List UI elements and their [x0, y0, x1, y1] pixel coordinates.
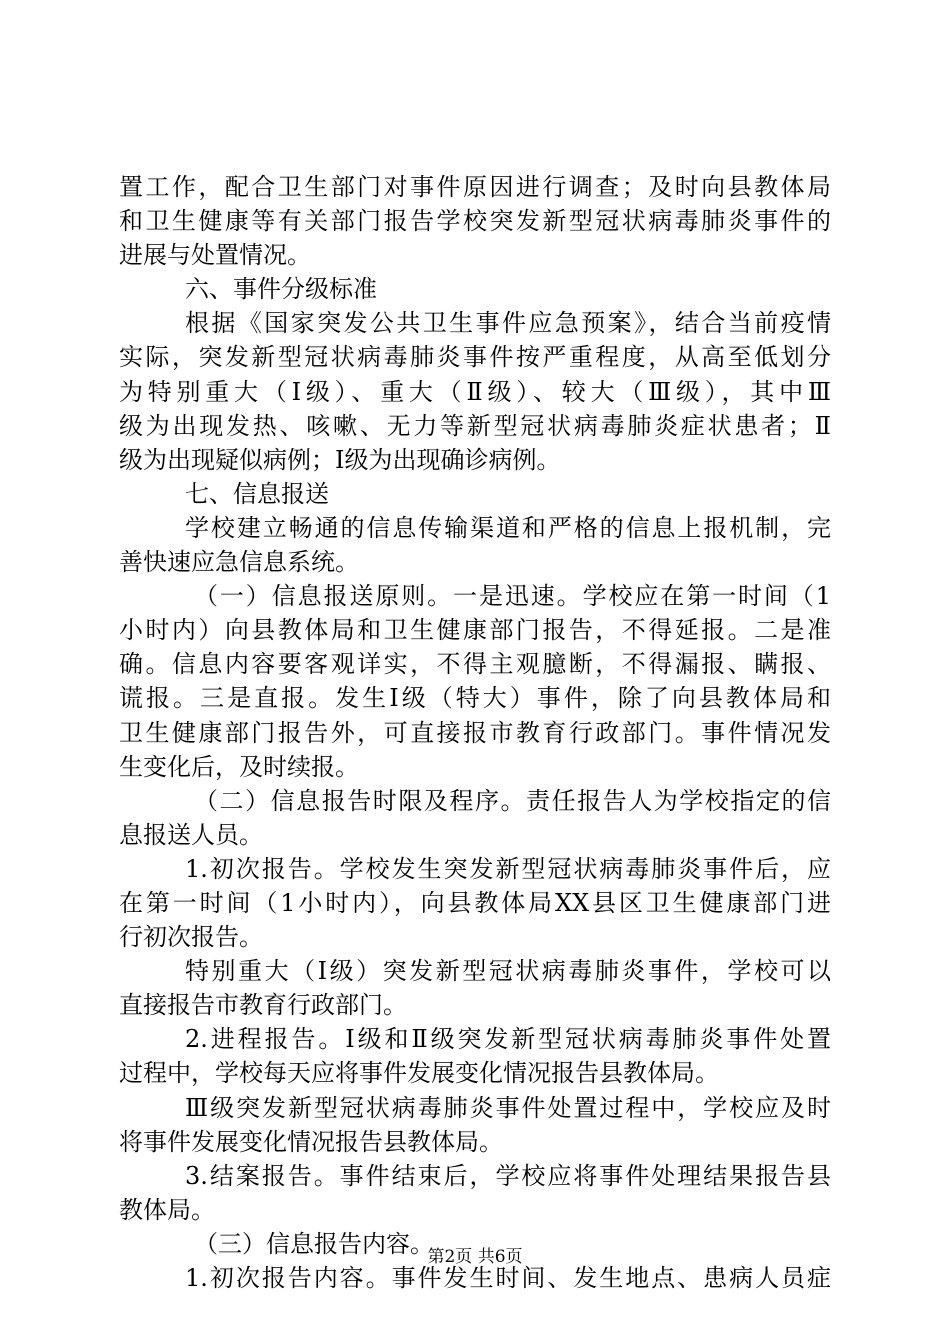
text-line: 将事件发展变化情况报告县教体局。	[119, 1127, 503, 1156]
text-line: 级为出现发热、咳嗽、无力等新型冠状病毒肺炎症状患者；Ⅱ	[119, 411, 831, 440]
section-heading: 七、信息报送	[185, 479, 329, 508]
text-line: 善快速应急信息系统。	[119, 548, 359, 577]
text-line: Ⅲ级突发新型冠状病毒肺炎事件处置过程中，学校应及时	[185, 1093, 831, 1122]
list-item: 3.结案报告。事件结束后，学校应将事件处理结果报告县	[185, 1161, 831, 1190]
text-line: 行初次报告。	[119, 923, 263, 952]
section-heading: 六、事件分级标准	[185, 275, 377, 304]
subsection-heading: （三）信息报告内容。	[194, 1229, 434, 1258]
list-item: 1.初次报告内容。事件发生时间、发生地点、患病人员症	[185, 1264, 831, 1292]
text-line: 谎报。三是直报。发生Ⅰ级（特大）事件，除了向县教体局和	[119, 684, 831, 713]
list-item: 2.进程报告。Ⅰ级和Ⅱ级突发新型冠状病毒肺炎事件处置	[185, 1025, 831, 1054]
document-body	[119, 170, 831, 1295]
text-line: 进展与处置情况。	[119, 241, 311, 270]
text-line: 在第一时间（1小时内），向县教体局XX县区卫生健康部门进	[119, 888, 831, 917]
page-number-footer: 第2页 共6页	[427, 1247, 523, 1267]
text-line: 为特别重大（Ⅰ级）、重大（Ⅱ级）、较大（Ⅲ级），其中Ⅲ	[119, 377, 831, 406]
text-line: 和卫生健康等有关部门报告学校突发新型冠状病毒肺炎事件的	[119, 207, 831, 236]
text-line: 息报送人员。	[119, 820, 263, 849]
subsection-heading: （一）信息报送原则。一是迅速。学校应在第一时间（1	[194, 582, 831, 611]
text-line: 教体局。	[119, 1195, 215, 1224]
list-item: 1.初次报告。学校发生突发新型冠状病毒肺炎事件后，应	[185, 854, 831, 883]
text-line: 直接报告市教育行政部门。	[119, 991, 407, 1020]
text-line: 卫生健康部门报告外，可直接报市教育行政部门。事件情况发	[119, 718, 831, 747]
text-line: 过程中，学校每天应将事件发展变化情况报告县教体局。	[119, 1059, 719, 1088]
text-line: 小时内）向县教体局和卫生健康部门报告，不得延报。二是准	[119, 616, 831, 645]
subsection-heading: （二）信息报告时限及程序。责任报告人为学校指定的信	[194, 786, 831, 815]
text-line: 确。信息内容要客观详实，不得主观臆断，不得漏报、瞒报、	[119, 650, 831, 679]
text-line: 学校建立畅通的信息传输渠道和严格的信息上报机制，完	[185, 513, 831, 542]
text-line: 特别重大（Ⅰ级）突发新型冠状病毒肺炎事件，学校可以	[185, 957, 831, 986]
text-line: 根据《国家突发公共卫生事件应急预案》，结合当前疫情	[185, 309, 831, 338]
text-line: 实际，突发新型冠状病毒肺炎事件按严重程度，从高至低划分	[119, 343, 831, 372]
text-line: 级为出现疑似病例；Ⅰ级为出现确诊病例。	[119, 445, 561, 474]
text-line: 生变化后，及时续报。	[119, 752, 359, 781]
text-line: 置工作，配合卫生部门对事件原因进行调查；及时向县教体局	[119, 173, 831, 201]
